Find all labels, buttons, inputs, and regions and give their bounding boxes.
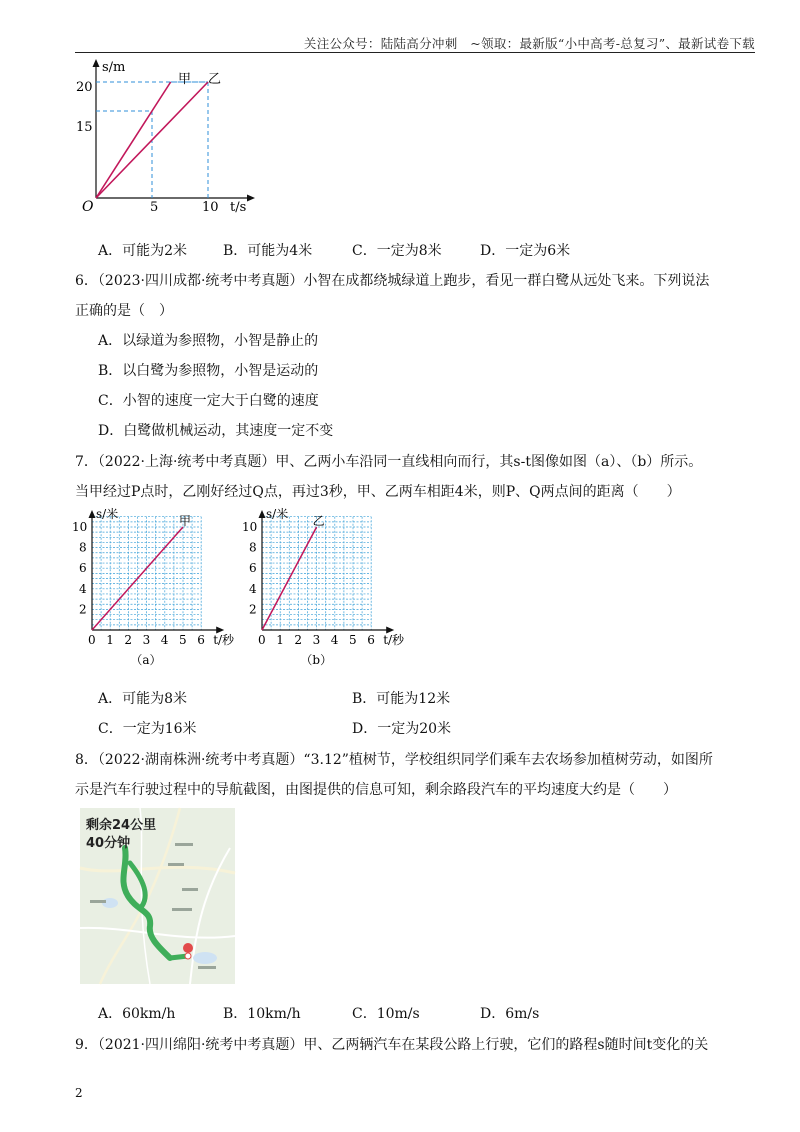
x-tick-label: 1 xyxy=(106,633,114,647)
navigation-map xyxy=(80,808,235,984)
page-number: 2 xyxy=(75,1086,83,1100)
q5-option-d: D．一定为6米 xyxy=(480,243,571,259)
x-tick-label: 6 xyxy=(197,633,205,647)
st-graph-a xyxy=(70,508,245,673)
panel-label: （b） xyxy=(300,653,333,667)
x-tick-label: 0 xyxy=(258,633,266,647)
x-tick-label: 4 xyxy=(330,633,339,647)
q8-option-d: D．6m/s xyxy=(480,1006,540,1022)
q6-stem-line2: 正确的是（ ） xyxy=(75,303,173,319)
x-tick-label: 1 xyxy=(276,633,284,647)
q5-option-a: A．可能为2米 xyxy=(98,243,188,259)
q8-option-c: C．10m/s xyxy=(352,1006,420,1022)
x-axis-label: t/秒 xyxy=(383,633,405,647)
q8-stem-line2: 示是汽车行驶过程中的导航截图，由图提供的信息可知，剩余路段汽车的平均速度大约是（ ） xyxy=(75,782,677,798)
q9-stem-line1: 9．（2021·四川绵阳·统考中考真题）甲、乙两辆汽车在某段公路上行驶，它们的路程s随时间t变化的关 xyxy=(75,1037,709,1053)
x-tick-label: 4 xyxy=(160,633,169,647)
series-name-label: 乙 xyxy=(312,514,325,528)
q7-option-d: D．一定为20米 xyxy=(352,721,452,737)
series-line-jia xyxy=(96,82,171,198)
series-line-yi xyxy=(96,82,208,198)
y-tick-label: 2 xyxy=(79,602,87,617)
page-header: 关注公众号：陆陆高分冲刺 ~领取：最新版“小中高考-总复习”、最新试卷下载 xyxy=(303,36,755,51)
q6-option-d: D．白鹭做机械运动，其速度一定不变 xyxy=(98,423,334,439)
series-label-jia: 甲 xyxy=(178,72,192,87)
map-remaining-time: 40分钟 xyxy=(86,836,131,851)
st-graph-b xyxy=(240,508,415,673)
map-remaining-distance: 剩余24公里 xyxy=(86,818,157,833)
x-tick-label: 6 xyxy=(367,633,375,647)
q8-stem-line1: 8．（2022·湖南株洲·统考中考真题）“3.12”植树节，学校组织同学们乘车去农场参加植树劳动，如图所 xyxy=(75,752,713,768)
q8-option-b: B．10km/h xyxy=(223,1006,301,1022)
y-tick-label: 8 xyxy=(249,540,257,555)
y-axis-arrow xyxy=(89,510,96,518)
x-tick-label: 2 xyxy=(124,633,133,647)
q7-option-a: A．可能为8米 xyxy=(98,691,188,707)
q7-option-b: B．可能为12米 xyxy=(352,691,451,707)
y-tick-label: 15 xyxy=(76,120,93,135)
header-divider xyxy=(75,52,755,53)
y-axis-label: s/米 xyxy=(96,507,119,521)
y-tick-label: 10 xyxy=(72,520,88,534)
x-axis-label: t/秒 xyxy=(213,633,235,647)
x-axis-label: t/s xyxy=(230,200,247,215)
y-axis-label: s/m xyxy=(102,60,126,75)
q5-option-c: C．一定为8米 xyxy=(352,243,442,259)
x-tick-label: 10 xyxy=(202,200,219,215)
y-tick-label: 6 xyxy=(249,561,257,576)
y-tick-label: 8 xyxy=(79,540,87,555)
origin-label: O xyxy=(82,199,94,215)
y-tick-label: 2 xyxy=(249,602,257,617)
x-tick-label: 2 xyxy=(294,633,303,647)
x-tick-label: 5 xyxy=(150,200,159,215)
q6-option-c: C．小智的速度一定大于白鹭的速度 xyxy=(98,393,319,409)
x-tick-label: 5 xyxy=(179,633,187,647)
q5-option-b: B．可能为4米 xyxy=(223,243,313,259)
y-axis-arrow xyxy=(93,59,100,67)
series-label-yi: 乙 xyxy=(208,72,222,87)
q6-option-b: B．以白鹭为参照物，小智是运动的 xyxy=(98,363,319,379)
panel-label: （a） xyxy=(130,653,162,667)
q7-option-c: C．一定为16米 xyxy=(98,721,197,737)
y-axis-label: s/米 xyxy=(266,507,289,521)
x-tick-label: 3 xyxy=(312,633,321,647)
y-tick-label: 20 xyxy=(76,80,93,95)
q7-stem-line1: 7．（2022·上海·统考中考真题）甲、乙两小车沿同一直线相向而行，其s-t图像如图（a）、（b）所示。 xyxy=(75,454,703,470)
x-tick-label: 0 xyxy=(88,633,96,647)
y-axis-arrow xyxy=(259,510,266,518)
x-tick-label: 3 xyxy=(142,633,151,647)
y-tick-label: 6 xyxy=(79,561,87,576)
x-axis-arrow xyxy=(247,195,255,202)
q6-option-a: A．以绿道为参照物，小智是静止的 xyxy=(98,333,319,349)
q7-stem-line2: 当甲经过P点时，乙刚好经过Q点，再过3秒，甲、乙两车相距4米，则P、Q两点间的距离（ ） xyxy=(75,484,681,500)
st-graph-1 xyxy=(76,55,260,215)
q6-stem-line1: 6．（2023·四川成都·统考中考真题）小智在成都绕城绿道上跑步，看见一群白鹭从远处飞来。下列说法 xyxy=(75,273,710,289)
series-name-label: 甲 xyxy=(179,514,192,528)
y-tick-label: 4 xyxy=(249,581,257,596)
y-tick-label: 10 xyxy=(242,520,258,534)
x-tick-label: 5 xyxy=(349,633,357,647)
q8-option-a: A．60km/h xyxy=(98,1006,176,1022)
y-tick-label: 4 xyxy=(79,581,87,596)
